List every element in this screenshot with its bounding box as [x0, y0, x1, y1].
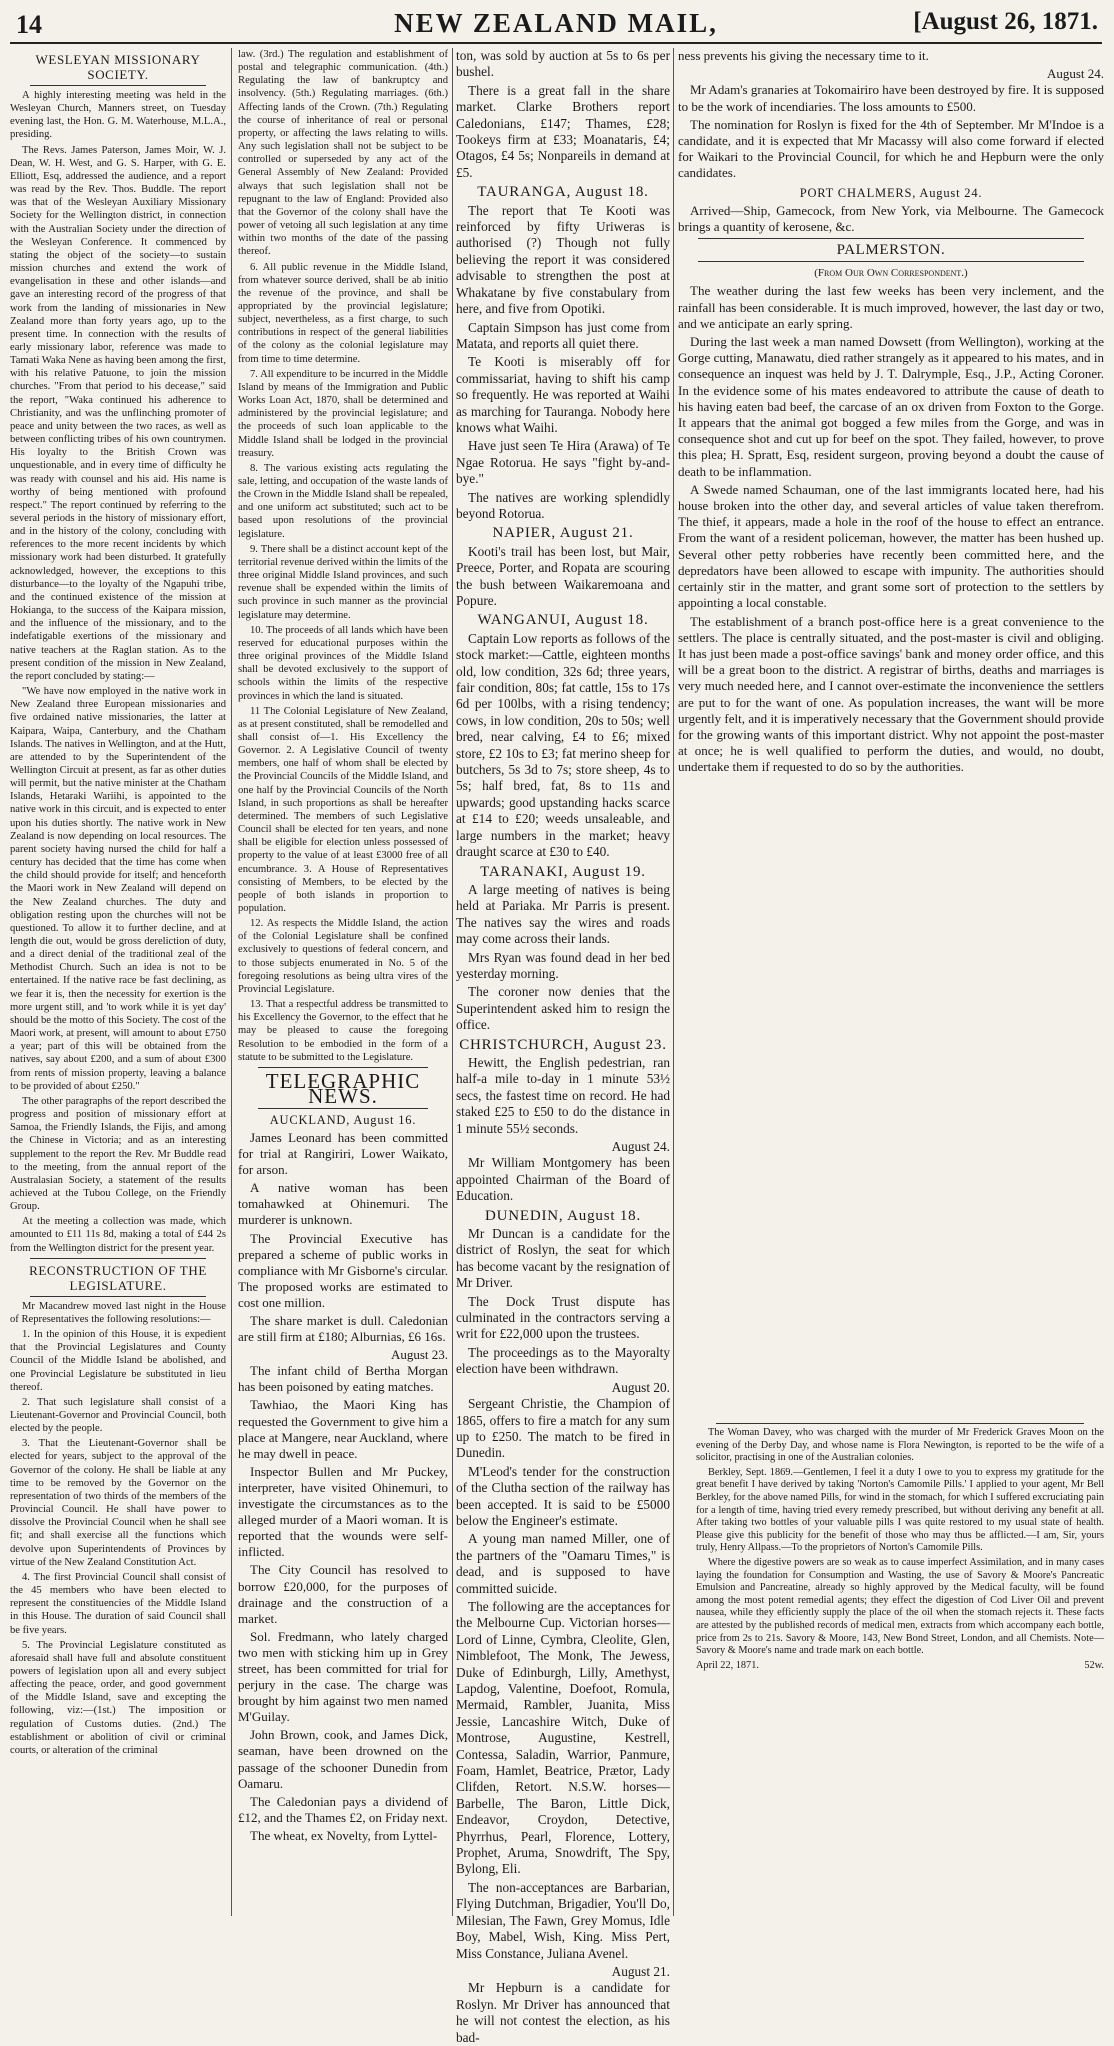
paragraph: Mr William Montgomery has been appointed Chairman of the Board of Education.: [456, 1155, 670, 1204]
column-rule: [231, 48, 232, 1916]
issue-date: [August 26, 1871.: [913, 8, 1098, 35]
paragraph: The City Council has resolved to borrow £20,000, for the purposes of drainage and the construction of a market.: [238, 1562, 448, 1626]
column-1: [10, 48, 226, 1918]
paragraph: The proceedings as to the Mayoralty election have been withdrawn.: [456, 1344, 670, 1377]
masthead: [10, 4, 1102, 44]
paragraph: The coroner now denies that the Superintendent asked him to resign the office.: [456, 984, 670, 1033]
paragraph: The following are the acceptances for the Melbourne Cup. Victorian horses—Lord of Linne, Cymbra, Cleolite, Glen, Nimblefoot, The Monk, The Jewess, Duke of Edinburgh, Lilly, Amethyst, Lapdog, Valentine, Doefoot, Romula, Mermaid, Rambler, Juanita, Miss Jessie, Lancashire Witch, Duke of Montrose, Augustine, Kestrell, Contessa, Saladin, Warrior, Panmure, Foam, Hamlet, Beatrice, Prætor, Lady Clifden, Retort. N.S.W. horses—Barbelle, The Baron, Little Dick, Endeavor, Croydon, Detective, Phyrrhus, Pearl, Florence, Lottery, Prophet, Aruma, Snowdrift, The Spy, Bylong, Eli.: [456, 1598, 670, 1877]
divider: [258, 1067, 428, 1068]
divider: [258, 1108, 428, 1109]
paragraph: The wheat, ex Novelty, from Lyttel-: [250, 1827, 438, 1843]
paragraph: 11 The Colonial Legislature of New Zealand, as at present constituted, shall be remodelled and shall consist of—1. His Excellency the Governor. 2. A Legislative Council of twenty members, one half of whom shall be elected by the Provincial Councils of the Middle Island, and one half by the Provincial Councils of the North Island, in such proportions as shall be hereafter determined. The members of such Legislative Council shall be elected for ten years, and none shall be eligible for election unless possessed of property to the value of at least £3000 free of all encumbrance. 3. A House of Representatives consisting of Members, to be elected by the people of both islands in proportion to population.: [238, 705, 448, 914]
article-heading: RECONSTRUCTION OF THE LEGISLATURE.: [29, 1262, 207, 1293]
dateline-heading: NAPIER, August 21.: [492, 525, 634, 542]
paragraph: The share market is dull. Caledonian are still firm at £180; Alburnias, £6 16s.: [238, 1313, 448, 1345]
paragraph: 9. There shall be a distinct account kept of the territorial revenue derived within the limits of the three original Middle Island provinces, and such revenue shall be expended within the limits of such province in such manner as the provincial legislature may determine.: [238, 543, 448, 621]
article-heading: WESLEYAN MISSIONARY SOCIETY.: [35, 52, 201, 82]
paragraph: law. (3rd.) The regulation and establishment of postal and telegraphic communication. (4th.) Regulating the law of bankruptcy and insolvency. (5th.) Regulating marriages. (6th.) Affecting lands of the Crown. (7th.) Regulating the course of inheritance of real or personal property, or affecting the laws relating to wills. Any such legislation shall not be subject to be controlled or superseded by any act of the General Assembly of New Zealand: Provided always that such legislation shall not be repugnant to the law of England: Provided also that the Governor of the colony shall have the power of vetoing all such legislation at any time within two months of the date of the passing thereof.: [238, 49, 448, 258]
paragraph: A young man named Miller, one of the partners of the "Oamaru Times," is dead, and is supposed to have committed suicide.: [456, 1531, 670, 1596]
paragraph: Arrived—Ship, Gamecock, from New York, via Melbourne. The Gamecock brings a quantity of kerosene, &c.: [678, 202, 1104, 235]
paragraph: 4. The first Provincial Council shall consist of the 45 members who have been elected to represent the constituencies of the Middle Island in this House. The duration of said Council shall be five years.: [10, 1571, 226, 1636]
paragraph: M'Leod's tender for the construction of the Clutha section of the railway has been accepted. It is said to be £5000 below the Engineer's estimate.: [456, 1463, 670, 1528]
paragraph: 6. All public revenue in the Middle Island, from whatever source derived, shall be ab initio the revenue of the province, and shall be appropriated by the provincial legislature; subject, nevertheless, as a first charge, to such contributions in respect of the general liabilities of the colony as the colonial legislature may from time to time determine.: [238, 261, 448, 365]
paragraph: 5. The Provincial Legislature constituted as aforesaid shall have full and absolute constituent powers of legislation upon all and every subject affecting the peace, order, and good government of the Middle Island, save and excepting the following, viz:—(1st.) The imposition or regulation of Customs duties. (2nd.) The establishment or abolition of civil or criminal courts, or alteration of the criminal: [10, 1639, 226, 1756]
article-heading: PALMERSTON.: [836, 242, 946, 259]
paragraph: The infant child of Bertha Morgan has been poisoned by eating matches.: [238, 1363, 448, 1395]
divider: [698, 261, 1084, 262]
newspaper-title: NEW ZEALAND MAIL,: [394, 8, 718, 38]
divider: [30, 1296, 206, 1297]
paragraph: Captain Simpson has just come from Matata, and reports all quiet there.: [456, 319, 670, 351]
dateline: August 24.: [611, 1139, 670, 1154]
paragraph: The Caledonian pays a dividend of £12, and the Thames £2, on Friday next.: [238, 1793, 448, 1825]
dateline-heading: TARANAKI, August 19.: [480, 863, 646, 880]
paragraph: The other paragraphs of the report described the progress and position of missionary effort at Samoa, the Friendly Islands, the Fijis, and among the Chinese in Victoria; and as an interesting supplement to the report the Rev. Mr Buddle read to the meeting, from the annual report of the Australasian Society, a statement of the results achieved at the Tubou College, on the Friendly Group.: [10, 1095, 226, 1213]
paragraph: The establishment of a branch post-office here is a great convenience to the settlers. The place is centrally situated, and the post-master is civil and obliging. It has just been made a post-office savings' bank and money order office, and this will be a great boon to the district. A registrar of births, deaths and marriages is very much needed here, and I cannot over-estimate the inconvenience the settlers are put to for the want of one. As population increases, the want will be more urgently felt, and it is imperatively necessary that the Government should provide for the growing wants of this important district. Why not appoint the post-master at once; he is well qualified to perform the duties, and would, no doubt, undertake them if requested to do so by the authorities.: [678, 613, 1104, 775]
paragraph: A native woman has been tomahawked at Ohinemuri. The murderer is unknown.: [238, 1180, 448, 1228]
paragraph: 3. That the Lieutenant-Governor shall be elected for years, subject to the approval of the Governor of the colony. He shall be liable at any time to be removed by the Governor on the representation of two thirds of the members of the Provincial Council. He shall have power to dissolve the Provincial Council when he shall see fit; and shall exercise all the functions which devolve upon Superintendents of Provinces by virtue of the New Zealand Constitution Act.: [10, 1438, 226, 1568]
paragraph: Mr Duncan is a candidate for the district of Roslyn, the seat for which has become vacant by the resignation of Mr Driver.: [456, 1226, 670, 1291]
dateline: August 20.: [611, 1379, 670, 1395]
paragraph: The non-acceptances are Barbarian, Flying Dutchman, Brigadier, You'll Do, Milesian, The Fawn, Grey Momus, Idle Boy, Mabel, Wish, King. Miss Pert, Miss Constance, Juliana Avenel.: [456, 1879, 670, 1961]
paragraph: The nomination for Roslyn is fixed for the 4th of September. Mr M'Indoe is a candidate, and it is expected that Mr Macassy will also come forward if elected for Waikari to the Provincial Council, for which he and Hepburn were the only candidates.: [678, 116, 1104, 181]
paragraph: Mrs Ryan was found dead in her bed yesterday morning.: [456, 949, 670, 981]
paragraph: The Provincial Executive has prepared a scheme of public works in compliance with Mr Gisborne's circular. The proposed works are estimated to cost one million.: [238, 1230, 448, 1310]
dateline-heading: CHRISTCHURCH, August 23.: [459, 1036, 667, 1053]
paragraph: The weather during the last few weeks has been very inclement, and the rainfall has been considerable. It is much improved, however, the last day or two, and we anticipate an early spring.: [678, 283, 1104, 331]
paragraph: Kooti's trail has been lost, but Mair, Preece, Porter, and Ropata are scouring the bush between Waikaremoana and Popure.: [456, 543, 670, 608]
divider: [30, 85, 206, 86]
column-3: [456, 48, 670, 2045]
advertisement-code: 52w.: [1084, 1659, 1104, 1671]
section-heading: TELEGRAPHIC NEWS.: [265, 1068, 421, 1108]
dateline-heading: DUNEDIN, August 18.: [484, 1207, 642, 1224]
dateline-heading: PORT CHALMERS, August 24.: [799, 185, 983, 200]
paragraph: Mr Hepburn is a candidate for Roslyn. Mr Driver has announced that he will not contest the election, as his bad-: [456, 1980, 670, 2045]
divider: [698, 238, 1084, 239]
paragraph: Have just seen Te Hira (Arawa) of Te Ngae Rotorua. He says "fight by-and-bye.": [456, 438, 670, 487]
paragraph: The Dock Trust dispute has culminated in the contractors serving a writ for £22,000 upon the trustees.: [456, 1293, 670, 1342]
paragraph: Mr Adam's granaries at Tokomairiro have been destroyed by fire. It is supposed to be the work of incendiaries. The loss amounts to £500.: [678, 82, 1104, 114]
paragraph: James Leonard has been committed for trial at Rangiriri, Lower Waikato, for arson.: [238, 1129, 448, 1178]
advertisement-footer: [696, 1660, 1104, 1673]
paragraph: "We have now employed in the native work in New Zealand three European missionaries and five ordained native missionaries, the latter at Kaipara, Waipa, Canterbury, and the Chatham Islands. The natives in Wellington, and at the Hutt, are attended to by the Superintendent of the Wellington Circuit at present, as far as other duties will permit, but the native minister at the Chatham Islands, Hetaraki Wariihi, is appointed to the native work in this circuit, and is expected to enter upon his duties shortly. The native work in New Zealand is now depending on local resources. The parent society having nursed the child for half a century has decided that the time has come when the child should provide for itself; and henceforth the Maori work in New Zealand will depend on the New Zealand churches. The duty and obligation resting upon the churches will not be questioned. To allow it to further decline, and at length die out, would be gross dereliction of duty, and a direct denial of the traditional zeal of the Methodist Church. Such an idea is not to be entertained. If the native race be fast declining, as we fear it is, then the necessity for exertion is the more urgent still, and 'to work while it is yet day' should be the motto of this Society. The cost of the Maori work, at present, will amount to about £750 a year; part of this will be obtained from the natives, say about £200, and a sum of about £300 from rents of mission property, leaving a balance to be provided of about £250.": [10, 686, 226, 1092]
dateline-heading: WANGANUI, August 18.: [477, 612, 649, 629]
paragraph: Mr Macandrew moved last night in the House of Representatives the following resolutions:—: [10, 1300, 226, 1325]
paragraph: ness prevents his giving the necessary time to it.: [678, 48, 929, 63]
dateline-heading: TAURANGA, August 18.: [477, 184, 649, 201]
divider: [716, 1423, 1084, 1424]
advertisement-text: Berkley, Sept. 1869.—Gentlemen, I feel it a duty I owe to you to express my gratitude for the great benefit I have derived by taking 'Norton's Camomile Pills.' I applied to your agent, Mr Bell Berkley, for the above named Pills, for wind in the stomach, for which I suffered excruciating pain for a length of time, having tried every remedy prescribed, but without deriving any benefit at all. After taking two bottles of your valuable pills I was quite restored to my usual state of health. Please give this publicity for the benefit of those who may thus be afflicted.—I am, Sir, yours truly, Henry Allpass.—To the proprietors of Norton's Camomile Pills.: [696, 1466, 1104, 1554]
paragraph: 10. The proceeds of all lands which have been reserved for educational purposes within the three original provinces of the Middle Island shall be devoted exclusively to the support of schools within the limits of the respective provinces in which the land is situated.: [238, 624, 448, 702]
paragraph: 2. That such legislature shall consist of a Lieutenant-Governor and Provincial Council, both elected by the people.: [10, 1396, 226, 1435]
paragraph: A Swede named Schauman, one of the last immigrants located here, had his house broken into the other day, and several articles of value taken therefrom. The thief, it appears, made a hole in the roof of the house to effect an entrance. From the want of a resident policeman, however, the matter has been hushed up. Several other petty robberies have recently been committed here, and the depredators have been allowed to escape with impunity. The authorities should certainly stir in the matter, and grant some sort of protection to the settlers by appointing a local constable.: [678, 481, 1104, 611]
paragraph: During the last week a man named Dowsett (from Wellington), working at the Gorge cutting, Manawatu, died rather strangely as it appeared to his mates, and in consequence an inquest was held by J. T. Dalrymple, Esq., J.P., Acting Coroner. In the evidence some of his mates endeavored to attribute the cause of death to his having eaten bad beef, the carcase of an ox driven from Foxton to the Gorge. It appears that the animal got bogged a few miles from the Gorge, and was in consequence shot and cut up for beef on the spot. They failed, however, to prove this plea; H. Spratt, Esq, resident surgeon, proving beyond a doubt the cause of death to be inflammation.: [678, 334, 1104, 479]
dateline: August 21.: [611, 1963, 670, 1979]
paragraph: John Brown, cook, and James Dick, seaman, have been drowned on the passage of the schooner Dunedin from Oamaru.: [238, 1727, 448, 1791]
column-4: [678, 48, 1104, 775]
paragraph: The Woman Davey, who was charged with the murder of Mr Frederick Graves Moon on the evening of the Derby Day, and whose name is Flora Newington, is reported to be the wife of a solicitor, practising in one of the Australian colonies.: [696, 1427, 1104, 1464]
paragraph: At the meeting a collection was made, which amounted to £11 11s 8d, making a total of £44 2s from the Wellington district for the present year.: [10, 1216, 226, 1254]
paragraph: A highly interesting meeting was held in the Wesleyan Church, Manners street, on Tuesday evening last, the Hon. G. M. Waterhouse, M.L.A., presiding.: [10, 90, 226, 141]
column-4-lower: [696, 1420, 1104, 1918]
column-rule: [452, 48, 453, 1916]
dateline: August 24.: [1046, 66, 1104, 82]
paragraph: A large meeting of natives is being held at Pariaka. Mr Parris is present. The natives say the wires and roads may come across their lands.: [456, 881, 670, 947]
column-rule: [673, 48, 674, 1916]
paragraph: Hewitt, the English pedestrian, ran half-a mile to-day in 1 minute 53½ secs, the fastest time on record. He had staked £25 to £50 to do the distance in 1 minute 55½ seconds.: [456, 1054, 670, 1136]
dateline-heading: AUCKLAND, August 16.: [269, 1112, 417, 1127]
paragraph: 7. All expenditure to be incurred in the Middle Island by means of the Immigration and Public Works Loan Act, 1870, shall be determined and administered by the provincial legislature; and the proceeds of such loan applicable to the Middle Island shall be lodged in the provincial treasury.: [238, 368, 448, 459]
paragraph: Inspector Bullen and Mr Puckey, interpreter, have visited Ohinemuri, to investigate the circumstances as to the alleged murder of a Maori woman. It is reported that the wounds were self-inflicted.: [238, 1463, 448, 1560]
paragraph: The Revs. James Paterson, James Moir, W. J. Dean, W. H. West, and G. S. Harper, with G. E. Elliott, Esq, addressed the audience, and a report was read by the Rev. Thos. Buddle. The report was that of the Wesleyan Auxiliary Missionary Society for the Wellington district, in connection with the Australian Society under the direction of the Wesleyan Conference. It commenced by stating the object of the society—to sustain mission churches and extend the work of evangelisation in these and other islands—and gave an interesting record of the progress of that work from the landing of missionaries in New Zealand more than forty years ago, up to the present time. In connection with the results of early missionary labor, reference was made to Tamati Waka Nene as having been among the first, with his relative Patuone, to join the mission churches. "From that period to his decease," said the report, "Waka continued his adherence to Christianity, and was the unflinching promoter of peace and unity between the two races, as well as between conflicting tribes of his own countrymen. His loyalty to the British Crown was unquestionable, and in every time of difficulty he was ready with counsel and his aid. His name is worthy of being mentioned with profound respect." The report continued by referring to the several periods in the history of missionary effort, and in the history of the colony, concluding with references to the more recent incidents by which missionary work had been disturbed. It gratefully acknowledged, however, the exceptions to this disturbance—to the loyalty of the Ngapuhi tribe, and the continued existence of the mission at Hokianga, to the success of the Kaipara mission, and the influence of the missionary, and to the indefatigable exertions of the missionary and native teachers at the Raglan station. As to the present condition of the mission in New Zealand, the report concluded by stating:—: [10, 144, 226, 682]
advertisement-date: April 22, 1871.: [696, 1659, 759, 1671]
paragraph: 8. The various existing acts regulating the sale, letting, and occupation of the waste lands of the Crown in the Middle Island shall be repealed, and one uniform act substituted; such act to be based upon resolutions of the provincial legislature.: [238, 462, 448, 540]
correspondent-line: (From Our Own Correspondent.): [814, 267, 968, 280]
paragraph: ton, was sold by auction at 5s to 6s per bushel.: [456, 48, 670, 80]
paragraph: Tawhiao, the Maori King has requested the Government to give him a place at Mangere, near Auckland, where he may dwell in peace.: [238, 1397, 448, 1461]
divider: [30, 1258, 206, 1259]
paragraph: Captain Low reports as follows of the stock market:—Cattle, eighteen months old, low condition, 32s 6d; three years, fair condition, 80s; fat cattle, 15s to 17s 6d per 100lbs, with a rising tendency; cows, in low condition, 20s to 50s; well bred, near calving, £4 to £6; mixed store, £2 10s to £3; fat merino sheep for butchers, 5s 3d to 7s; store sheep, 4s to 5s; half bred, fat, 8s to 11s and upwards; good upstanding hacks scarce at £14 to £20; weeds unsaleable, and large numbers in the market; heavy draught scarce at £30 to £40.: [456, 630, 670, 860]
paragraph: The report that Te Kooti was reinforced by fifty Uriweras is authorised (?) Though not fully believing the report it was considered advisable to strengthen the post at Whakatane by five constabulary from here, and five from Opotiki.: [456, 202, 670, 317]
paragraph: There is a great fall in the share market. Clarke Brothers report Caledonians, £147; Thames, £28; Tookeys firm at £33; Moanataris, £4; Otagos, £4 5s; Nonpareils in demand at £5.: [456, 82, 670, 180]
paragraph: Sergeant Christie, the Champion of 1865, offers to fire a match for any sum up to £250. The match to be fired in Dunedin.: [456, 1396, 670, 1461]
paragraph: Sol. Fredmann, who lately charged two men with sticking him up in Grey street, has been committed for trial for perjury in the case. The charge was brought by him against two men named M'Guilay.: [238, 1628, 448, 1725]
advertisement-text: Where the digestive powers are so weak as to cause imperfect Assimilation, and in many cases laying the foundation for Consumption and Wasting, the use of Savory & Moore's Pancreatic Emulsion and Pancreatine, already so highly approved by the Medical faculty, will be found among the most potent remedial agents; they effect the digestion of Cod Liver Oil and prevent nausea, while they efficiently supply the place of the oil when the stomach rejects it. These facts are attested by the published records of medical men, extracts from which accompany each bottle, price from 2s to 21s. Savory & Moore, 143, New Bond Street, London, and all Chemists. Note—Savory & Moore's name and trade mark on each bottle.: [696, 1556, 1104, 1657]
paragraph: 12. As respects the Middle Island, the action of the Colonial Legislature shall be confined exclusively to questions of federal concern, and to those subjects enumerated in No. 5 of the foregoing resolutions as being ultra vires of the Provincial Legislature.: [238, 918, 448, 995]
paragraph: 1. In the opinion of this House, it is expedient that the Provincial Legislatures and County Council of the Middle Island be abolished, and one Provincial Legislature be substituted in lieu thereof.: [10, 1329, 226, 1393]
paragraph: 13. That a respectful address be transmitted to his Excellency the Governor, to the effect that he may be pleased to cause the foregoing Resolution to be embodied in the form of a statute to be submitted to the Legislature.: [238, 999, 448, 1063]
dateline: August 23.: [390, 1347, 448, 1363]
paragraph: The natives are working splendidly beyond Rotorua.: [456, 489, 670, 521]
page-number: 14: [16, 10, 42, 39]
column-2: [238, 48, 448, 1918]
paragraph: Te Kooti is miserably off for commissariat, having to shift his camp so frequently. He was reported at Waihi as marching for Tauranga. Nobody here knows what Waihi.: [456, 354, 670, 435]
